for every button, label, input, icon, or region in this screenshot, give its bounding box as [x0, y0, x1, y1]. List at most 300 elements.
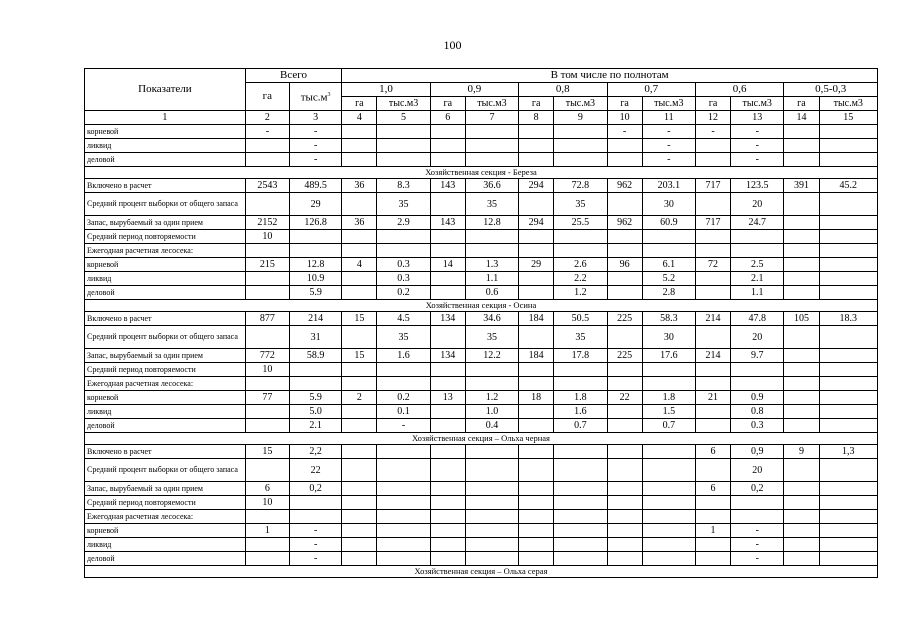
density-ha-header: га: [784, 97, 819, 111]
table-cell: [342, 139, 377, 153]
table-cell: [784, 244, 819, 258]
table-cell: [465, 377, 518, 391]
table-cell: [642, 445, 695, 459]
table-cell: [731, 496, 784, 510]
table-cell: [819, 482, 877, 496]
table-cell: [377, 377, 430, 391]
table-row: [85, 179, 878, 193]
table-cell: 962: [607, 216, 642, 230]
table-cell: [784, 538, 819, 552]
table-cell: [607, 272, 642, 286]
row-label: Включено в расчет: [85, 312, 246, 326]
table-cell: [377, 496, 430, 510]
table-cell: [642, 459, 695, 482]
table-row: [85, 419, 878, 433]
table-cell: [784, 258, 819, 272]
table-cell: 1.6: [377, 349, 430, 363]
table-cell: [377, 459, 430, 482]
table-cell: 10.9: [289, 272, 341, 286]
table-cell: [607, 445, 642, 459]
table-cell: [819, 139, 877, 153]
table-cell: [642, 230, 695, 244]
table-cell: [819, 510, 877, 524]
table-cell: [519, 445, 554, 459]
table-cell: 9.7: [731, 349, 784, 363]
table-cell: [695, 538, 730, 552]
table-cell: [819, 125, 877, 139]
indicators-header: Показатели: [85, 69, 246, 111]
table-cell: [695, 419, 730, 433]
table-cell: [430, 377, 465, 391]
table-cell: [554, 363, 607, 377]
table-cell: 35: [465, 326, 518, 349]
table-cell: [784, 139, 819, 153]
table-cell: [342, 244, 377, 258]
table-cell: [695, 286, 730, 300]
row-label: Включено в расчет: [85, 445, 246, 459]
table-cell: [695, 272, 730, 286]
table-cell: [695, 326, 730, 349]
table-cell: -: [289, 125, 341, 139]
table-cell: 2: [342, 391, 377, 405]
table-cell: 58.3: [642, 312, 695, 326]
column-number: 10: [607, 111, 642, 125]
table-cell: [430, 405, 465, 419]
column-number: 2: [245, 111, 289, 125]
table-cell: 1.1: [731, 286, 784, 300]
table-row: [85, 524, 878, 538]
table-cell: [377, 363, 430, 377]
table-cell: [784, 286, 819, 300]
column-number: 6: [430, 111, 465, 125]
table-cell: [430, 552, 465, 566]
table-cell: [607, 538, 642, 552]
table-cell: [607, 363, 642, 377]
table-cell: -: [245, 125, 289, 139]
table-cell: [695, 510, 730, 524]
table-cell: [430, 445, 465, 459]
table-cell: [289, 244, 341, 258]
table-cell: [695, 244, 730, 258]
table-row: [85, 312, 878, 326]
table-cell: [607, 139, 642, 153]
table-cell: [819, 524, 877, 538]
table-cell: 22: [289, 459, 341, 482]
table-cell: 1.2: [465, 391, 518, 405]
table-cell: [607, 405, 642, 419]
table-row: [85, 286, 878, 300]
table-cell: [607, 286, 642, 300]
table-cell: [554, 510, 607, 524]
table-cell: 1.0: [465, 405, 518, 419]
table-cell: [342, 272, 377, 286]
table-cell: 0.2: [377, 286, 430, 300]
table-cell: [245, 272, 289, 286]
table-cell: 21: [695, 391, 730, 405]
table-cell: [784, 326, 819, 349]
table-cell: [607, 326, 642, 349]
table-row: [85, 258, 878, 272]
table-cell: [377, 139, 430, 153]
table-cell: [819, 272, 877, 286]
table-cell: 294: [519, 179, 554, 193]
table-cell: [342, 524, 377, 538]
table-cell: [430, 286, 465, 300]
table-cell: 45.2: [819, 179, 877, 193]
table-cell: [784, 391, 819, 405]
column-number: 15: [819, 111, 877, 125]
table-cell: 36: [342, 179, 377, 193]
table-cell: [519, 510, 554, 524]
table-cell: [695, 459, 730, 482]
table-cell: [289, 377, 341, 391]
table-cell: [519, 482, 554, 496]
row-label: ликвид: [85, 405, 246, 419]
table-cell: 18.3: [819, 312, 877, 326]
table-cell: [465, 153, 518, 167]
table-cell: [465, 524, 518, 538]
table-cell: 1: [695, 524, 730, 538]
table-cell: -: [607, 125, 642, 139]
table-cell: [695, 552, 730, 566]
table-cell: -: [731, 139, 784, 153]
density-ha-header: га: [607, 97, 642, 111]
table-cell: [819, 459, 877, 482]
table-cell: 6: [245, 482, 289, 496]
table-cell: [519, 244, 554, 258]
table-cell: [695, 193, 730, 216]
table-cell: [784, 482, 819, 496]
table-cell: 2.6: [554, 258, 607, 272]
table-cell: 184: [519, 349, 554, 363]
table-cell: [695, 139, 730, 153]
table-cell: [642, 510, 695, 524]
table-cell: [245, 377, 289, 391]
table-cell: [519, 377, 554, 391]
table-cell: 0.6: [465, 286, 518, 300]
table-row: [85, 363, 878, 377]
table-cell: [245, 326, 289, 349]
table-cell: [784, 153, 819, 167]
table-cell: [731, 230, 784, 244]
table-cell: [554, 377, 607, 391]
table-row: [85, 377, 878, 391]
row-label: корневой: [85, 258, 246, 272]
row-label: корневой: [85, 391, 246, 405]
section-title-row: [85, 566, 878, 578]
table-cell: 0.7: [554, 419, 607, 433]
row-label: Включено в расчет: [85, 179, 246, 193]
table-cell: [245, 510, 289, 524]
density-header: 0,7: [607, 83, 695, 97]
table-cell: [377, 524, 430, 538]
table-cell: [519, 419, 554, 433]
table-cell: -: [731, 153, 784, 167]
table-cell: [342, 230, 377, 244]
table-cell: [784, 216, 819, 230]
table-cell: [819, 496, 877, 510]
table-cell: 20: [731, 459, 784, 482]
table-cell: [695, 153, 730, 167]
table-cell: 962: [607, 179, 642, 193]
table-cell: [430, 244, 465, 258]
table-cell: [695, 405, 730, 419]
table-cell: [784, 125, 819, 139]
table-row: [85, 459, 878, 482]
table-cell: 22: [607, 391, 642, 405]
table-cell: [377, 538, 430, 552]
row-label: деловой: [85, 552, 246, 566]
total-m3-header: $тыс.м^3$: [289, 83, 341, 111]
table-cell: [695, 363, 730, 377]
table-cell: [642, 244, 695, 258]
table-cell: [784, 363, 819, 377]
table-cell: 1.2: [554, 286, 607, 300]
table-cell: [430, 496, 465, 510]
table-cell: [519, 286, 554, 300]
table-cell: 0,2: [289, 482, 341, 496]
table-cell: 6.1: [642, 258, 695, 272]
table-cell: 36.6: [465, 179, 518, 193]
table-cell: 391: [784, 179, 819, 193]
table-cell: 24.7: [731, 216, 784, 230]
table-cell: [731, 510, 784, 524]
table-cell: [245, 153, 289, 167]
row-label: Средний процент выборки от общего запаса: [85, 326, 246, 349]
density-m3-header: тыс.м3: [731, 97, 784, 111]
row-label: Запас, вырубаемый за один прием: [85, 216, 246, 230]
table-cell: [519, 272, 554, 286]
table-cell: -: [289, 524, 341, 538]
table-cell: [519, 230, 554, 244]
table-cell: [342, 419, 377, 433]
table-cell: 1.5: [642, 405, 695, 419]
table-cell: 2152: [245, 216, 289, 230]
total-header: Всего: [245, 69, 341, 83]
column-number: 4: [342, 111, 377, 125]
table-cell: 15: [245, 445, 289, 459]
table-cell: [554, 139, 607, 153]
table-cell: [607, 496, 642, 510]
table-cell: [430, 363, 465, 377]
by-density-header: В том числе по полнотам: [342, 69, 878, 83]
table-cell: [465, 139, 518, 153]
row-label: Запас, вырубаемый за один прием: [85, 349, 246, 363]
table-cell: [430, 326, 465, 349]
table-cell: 72.8: [554, 179, 607, 193]
table-cell: 0.7: [642, 419, 695, 433]
table-cell: -: [289, 552, 341, 566]
table-cell: [342, 326, 377, 349]
table-cell: 20: [731, 326, 784, 349]
table-cell: 0.3: [377, 272, 430, 286]
table-cell: 4.5: [377, 312, 430, 326]
row-label: деловой: [85, 153, 246, 167]
table-cell: 35: [554, 193, 607, 216]
table-cell: [642, 538, 695, 552]
table-cell: [819, 363, 877, 377]
table-cell: 5.0: [289, 405, 341, 419]
table-cell: 1.1: [465, 272, 518, 286]
table-cell: 31: [289, 326, 341, 349]
table-cell: 30: [642, 193, 695, 216]
table-cell: [377, 510, 430, 524]
table-cell: -: [695, 125, 730, 139]
table-cell: 10: [245, 496, 289, 510]
table-cell: [554, 153, 607, 167]
column-number: 14: [784, 111, 819, 125]
table-cell: [819, 286, 877, 300]
table-cell: 0,2: [731, 482, 784, 496]
row-label: деловой: [85, 419, 246, 433]
row-label: ликвид: [85, 538, 246, 552]
table-cell: [554, 244, 607, 258]
density-ha-header: га: [430, 97, 465, 111]
table-cell: [784, 524, 819, 538]
table-cell: 0.3: [731, 419, 784, 433]
table-cell: -: [731, 538, 784, 552]
section-title: Хозяйственная секция – Ольха серая: [85, 566, 878, 578]
density-header: 1,0: [342, 83, 430, 97]
table-cell: [554, 552, 607, 566]
table-cell: [430, 419, 465, 433]
table-cell: 18: [519, 391, 554, 405]
section-title-row: [85, 300, 878, 312]
table-cell: 17.8: [554, 349, 607, 363]
table-cell: 184: [519, 312, 554, 326]
table-cell: [519, 459, 554, 482]
table-cell: [642, 496, 695, 510]
table-cell: [342, 363, 377, 377]
table-cell: 13: [430, 391, 465, 405]
table-cell: [784, 349, 819, 363]
table-cell: 12.8: [289, 258, 341, 272]
table-row: [85, 216, 878, 230]
table-cell: 1.6: [554, 405, 607, 419]
table-cell: 34.6: [465, 312, 518, 326]
row-label: Средний процент выборки от общего запаса: [85, 193, 246, 216]
table-cell: [554, 125, 607, 139]
table-cell: 15: [342, 349, 377, 363]
table-cell: [642, 524, 695, 538]
table-cell: -: [377, 419, 430, 433]
table-cell: 203.1: [642, 179, 695, 193]
table-cell: 1.8: [642, 391, 695, 405]
table-cell: 25.5: [554, 216, 607, 230]
table-cell: 77: [245, 391, 289, 405]
table-cell: [245, 459, 289, 482]
table-cell: [607, 244, 642, 258]
table-cell: [819, 419, 877, 433]
table-cell: -: [731, 552, 784, 566]
table-cell: 60.9: [642, 216, 695, 230]
table-cell: [819, 193, 877, 216]
table-cell: [465, 459, 518, 482]
density-ha-header: га: [519, 97, 554, 111]
column-number: 1: [85, 111, 246, 125]
table-row: [85, 482, 878, 496]
table-cell: [342, 377, 377, 391]
table-cell: [430, 139, 465, 153]
table-cell: 17.6: [642, 349, 695, 363]
table-row: [85, 244, 878, 258]
table-cell: 717: [695, 216, 730, 230]
table-cell: [607, 153, 642, 167]
table-cell: 36: [342, 216, 377, 230]
column-number: 9: [554, 111, 607, 125]
table-cell: [342, 193, 377, 216]
table-cell: -: [731, 524, 784, 538]
table-cell: [342, 538, 377, 552]
table-cell: [784, 272, 819, 286]
table-cell: [607, 482, 642, 496]
table-cell: [519, 496, 554, 510]
table-cell: [642, 377, 695, 391]
table-cell: [819, 258, 877, 272]
table-cell: 20: [731, 193, 784, 216]
table-cell: [342, 153, 377, 167]
table-cell: 15: [342, 312, 377, 326]
table-cell: 214: [695, 312, 730, 326]
table-cell: [377, 125, 430, 139]
table-cell: 0.3: [377, 258, 430, 272]
column-number: 11: [642, 111, 695, 125]
table-cell: [607, 510, 642, 524]
table-row: [85, 193, 878, 216]
density-header: 0,9: [430, 83, 518, 97]
column-number: 13: [731, 111, 784, 125]
table-cell: 12.8: [465, 216, 518, 230]
table-cell: [465, 482, 518, 496]
table-cell: [784, 193, 819, 216]
row-label: Запас, вырубаемый за один прием: [85, 482, 246, 496]
row-label: Ежегодная расчетная лесосека:: [85, 244, 246, 258]
table-cell: [607, 524, 642, 538]
table-cell: [819, 244, 877, 258]
table-row: [85, 510, 878, 524]
table-cell: 0.9: [731, 391, 784, 405]
section-title-row: [85, 167, 878, 179]
table-cell: [465, 496, 518, 510]
density-m3-header: тыс.м3: [377, 97, 430, 111]
table-cell: 225: [607, 349, 642, 363]
table-cell: [819, 326, 877, 349]
table-cell: 8.3: [377, 179, 430, 193]
table-cell: 225: [607, 312, 642, 326]
table-cell: [342, 286, 377, 300]
table-cell: [430, 153, 465, 167]
table-cell: [819, 552, 877, 566]
table-cell: -: [731, 125, 784, 139]
table-cell: [519, 326, 554, 349]
table-cell: 50.5: [554, 312, 607, 326]
table-cell: [554, 482, 607, 496]
table-cell: 0.8: [731, 405, 784, 419]
table-cell: 489.5: [289, 179, 341, 193]
density-m3-header: тыс.м3: [642, 97, 695, 111]
table-cell: 29: [289, 193, 341, 216]
table-cell: 35: [377, 193, 430, 216]
table-cell: [519, 363, 554, 377]
table-cell: [519, 552, 554, 566]
table-cell: 105: [784, 312, 819, 326]
table-cell: [465, 125, 518, 139]
table-cell: [819, 405, 877, 419]
table-cell: [819, 377, 877, 391]
table-cell: 1: [245, 524, 289, 538]
table-cell: [465, 510, 518, 524]
table-cell: [245, 405, 289, 419]
